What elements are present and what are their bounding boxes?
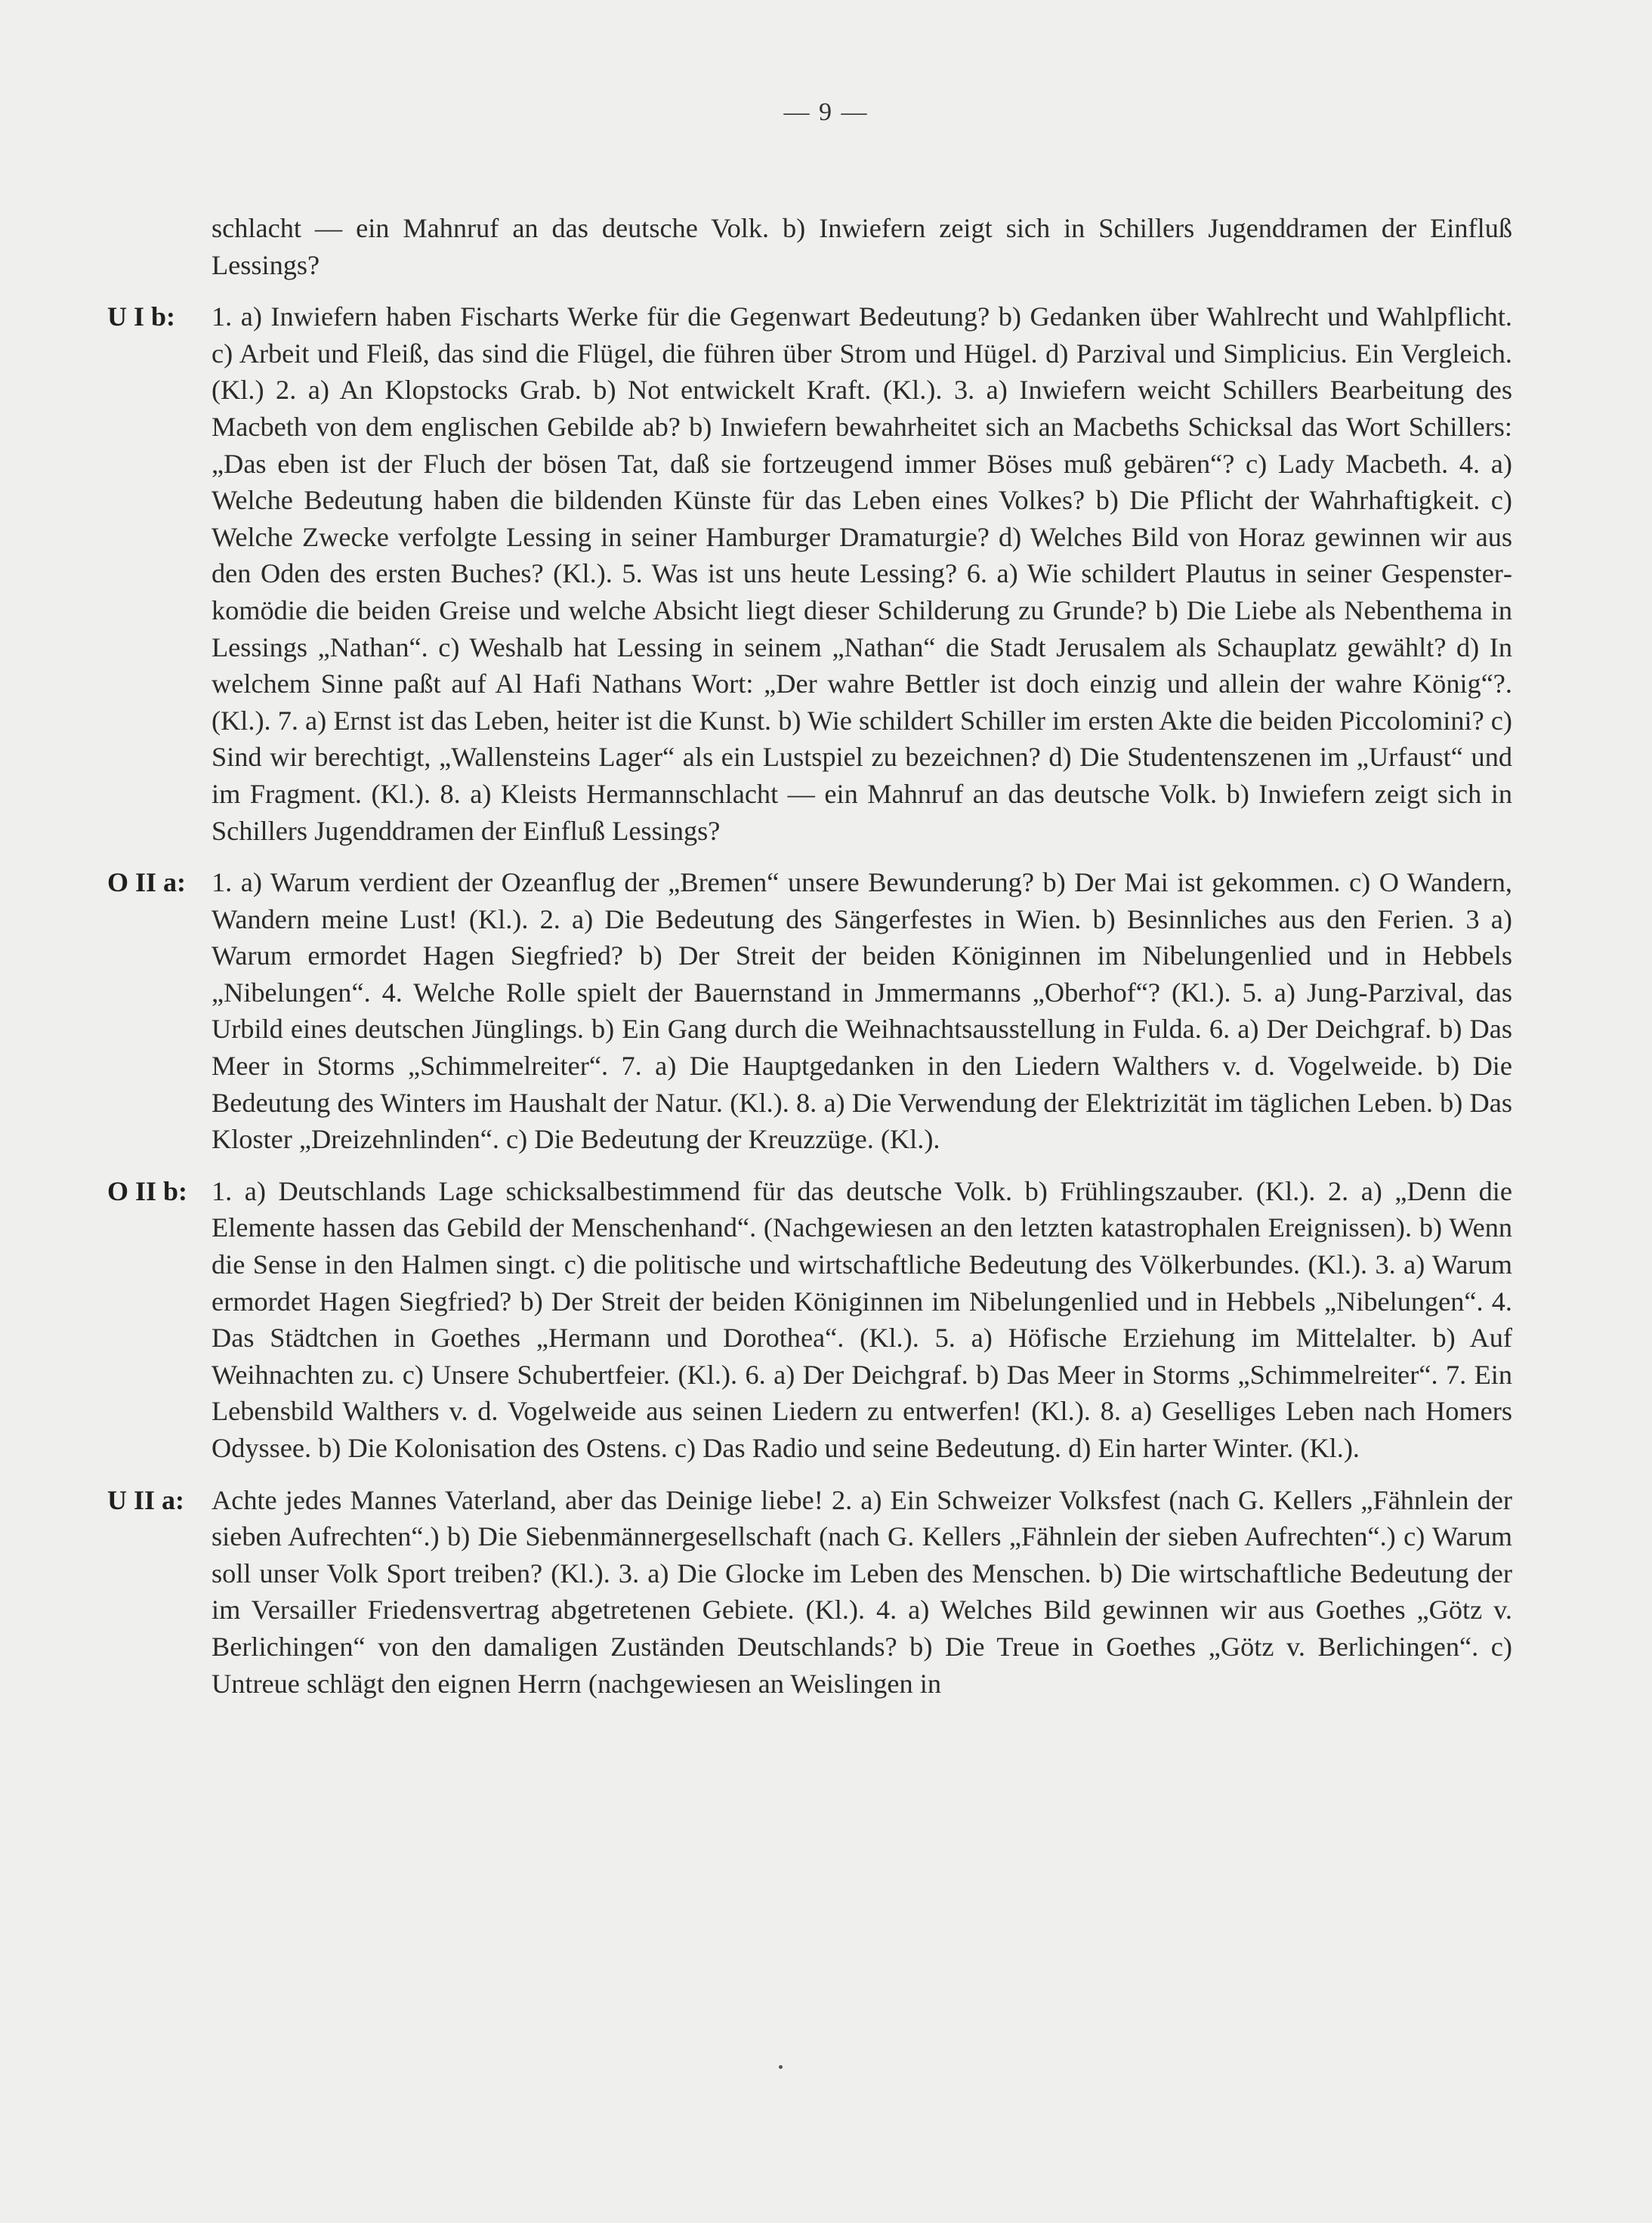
section-text: Achte jedes Mannes Vaterland, aber das Deinige liebe! 2. a) Ein Schweizer Volksfest (nach G. Kellers „Fähnlein der sieben Aufrechten“.) b) Die Siebenmännergesellschaft (nach G. Kellers „Fähnlein der sieben Aufrechten“.) c) Warum soll unser Volk Sport treiben? (Kl.). 3. a) Die Glocke im Leben des Menschen. b) Die wirtschaftliche Bedeutung der im Versailler Friedensvertrag abgetretenen Gebiete. (Kl.). 4. a) Welches Bild gewinnen wir aus Goethes „Götz v. Berlichingen“ von den damaligen Zuständen Deutschlands? b) Die Treue in Goethes „Götz v. Berlichingen“. c) Untreue schlägt den eignen Herrn (nachgewiesen an Weislingen in	[212, 1484, 1512, 1699]
section-oiib	[107, 1173, 1512, 1467]
document-body	[107, 210, 1512, 1702]
section-text: schlacht — ein Mahnruf an das deutsche Volk. b) Inwiefern zeigt sich in Schillers Jugenddramen der Einfluß Lessings?	[212, 213, 1512, 280]
section-text: 1. a) Inwiefern haben Fischarts Werke für die Gegenwart Bedeutung? b) Gedanken über Wahlrecht und Wahlpflicht. c) Arbeit und Fleiß, das sind die Flügel, die führen über Strom und Hügel. d) Parzival und Simplicius. Ein Vergleich. (Kl.) 2. a) An Klopstocks Grab. b) Not entwickelt Kraft. (Kl.). 3. a) Inwiefern weicht Schillers Bearbeitung des Macbeth von dem englischen Gebilde ab? b) Inwiefern bewahrheitet sich an Macbeths Schicksal das Wort Schillers: „Das eben ist der Fluch der bösen Tat, daß sie fortzeugend immer Böses muß gebären“? c) Lady Macbeth. 4. a) Welche Bedeutung haben die bildenden Künste für das Leben eines Volkes? b) Die Pflicht der Wahrhaftigkeit. c) Welche Zwecke verfolgte Lessing in seiner Hamburger Dramaturgie? d) Welches Bild von Horaz gewinnen wir aus den Oden des ersten Buches? (Kl.). 5. Was ist uns heute Lessing? 6. a) Wie schildert Plautus in seiner Gespensterkomödie die beiden Greise und welche Absicht liegt dieser Schilderung zu Grunde? b) Die Liebe als Nebenthema in Lessings „Nathan“. c) Weshalb hat Lessing in seinem „Nathan“ die Stadt Jerusalem als Schauplatz gewählt? d) In welchem Sinne paßt auf Al Hafi Nathans Wort: „Der wahre Bettler ist doch einzig und allein der wahre König“?. (Kl.). 7. a) Ernst ist das Leben, heiter ist die Kunst. b) Wie schildert Schiller im ersten Akte die beiden Piccolomini? c) Sind wir berechtigt, „Wallensteins Lager“ als ein Lustspiel zu bezeichnen? d) Die Studentenszenen im „Urfaust“ und im Fragment. (Kl.). 8. a) Kleists Hermannschlacht — ein Mahnruf an das deutsche Volk. b) Inwiefern zeigt sich in Schillers Jugenddramen der Einfluß Lessings?	[212, 301, 1512, 846]
section-label: U I b:	[107, 301, 176, 332]
section-label: U II a:	[107, 1484, 185, 1515]
section-label: O II a:	[107, 867, 187, 898]
section-label: O II b:	[107, 1175, 188, 1206]
section-text: 1. a) Warum verdient der Ozeanflug der „Bremen“ unsere Bewunderung? b) Der Mai ist gekommen. c) O Wandern, Wandern meine Lust! (Kl.). 2. a) Die Bedeutung des Sängerfestes in Wien. b) Besinnliches aus den Ferien. 3 a) Warum ermordet Hagen Siegfried? b) Der Streit der beiden Königinnen im Nibelungenlied und in Hebbels „Nibelungen“. 4. Welche Rolle spielt der Bauernstand in Jmmermanns „Oberhof“? (Kl.). 5. a) Jung-Parzival, das Urbild eines deutschen Jünglings. b) Ein Gang durch die Weihnachtsausstellung in Fulda. 6. a) Der Deichgraf. b) Das Meer in Storms „Schimmelreiter“. 7. a) Die Hauptgedanken in den Liedern Walthers v. d. Vogelweide. b) Die Bedeutung des Winters im Haushalt der Natur. (Kl.). 8. a) Die Verwendung der Elektrizität im täglichen Leben. b) Das Kloster „Dreizehnlinden“. c) Die Bedeutung der Kreuzzüge. (Kl.).	[212, 867, 1512, 1155]
page-number: — 9 —	[783, 98, 869, 126]
section-uiia	[107, 1482, 1512, 1703]
section-text: 1. a) Deutschlands Lage schicksalbestimmend für das deutsche Volk. b) Frühlingszauber. (Kl.). 2. a) „Denn die Elemente hassen das Gebild der Menschenhand“. (Nachgewiesen an den letzten katastrophalen Ereignissen). b) Wenn die Sense in den Halmen singt. c) die politische und wirtschaftliche Bedeutung des Völkerbundes. (Kl.). 3. a) Warum ermordet Hagen Siegfried? b) Der Streit der beiden Königinnen im Nibelungenlied und in Hebbels „Nibelungen“. 4. Das Städtchen in Goethes „Hermann und Dorothea“. (Kl.). 5. a) Höfische Erziehung im Mittelalter. b) Auf Weihnachten zu. c) Unsere Schubertfeier. (Kl.). 6. a) Der Deichgraf. b) Das Meer in Storms „Schimmelreiter“. 7. Ein Lebensbild Walthers v. d. Vogelweide aus seinen Liedern zu entwerfen! (Kl.). 8. a) Geselliges Leben nach Homers Odyssee. b) Die Kolonisation des Ostens. c) Das Radio und seine Bedeutung. d) Ein harter Winter. (Kl.).	[212, 1175, 1512, 1463]
section-uib	[107, 298, 1512, 849]
section-oiia	[107, 864, 1512, 1158]
ink-speck	[779, 2065, 783, 2069]
section-continuation	[107, 210, 1512, 283]
